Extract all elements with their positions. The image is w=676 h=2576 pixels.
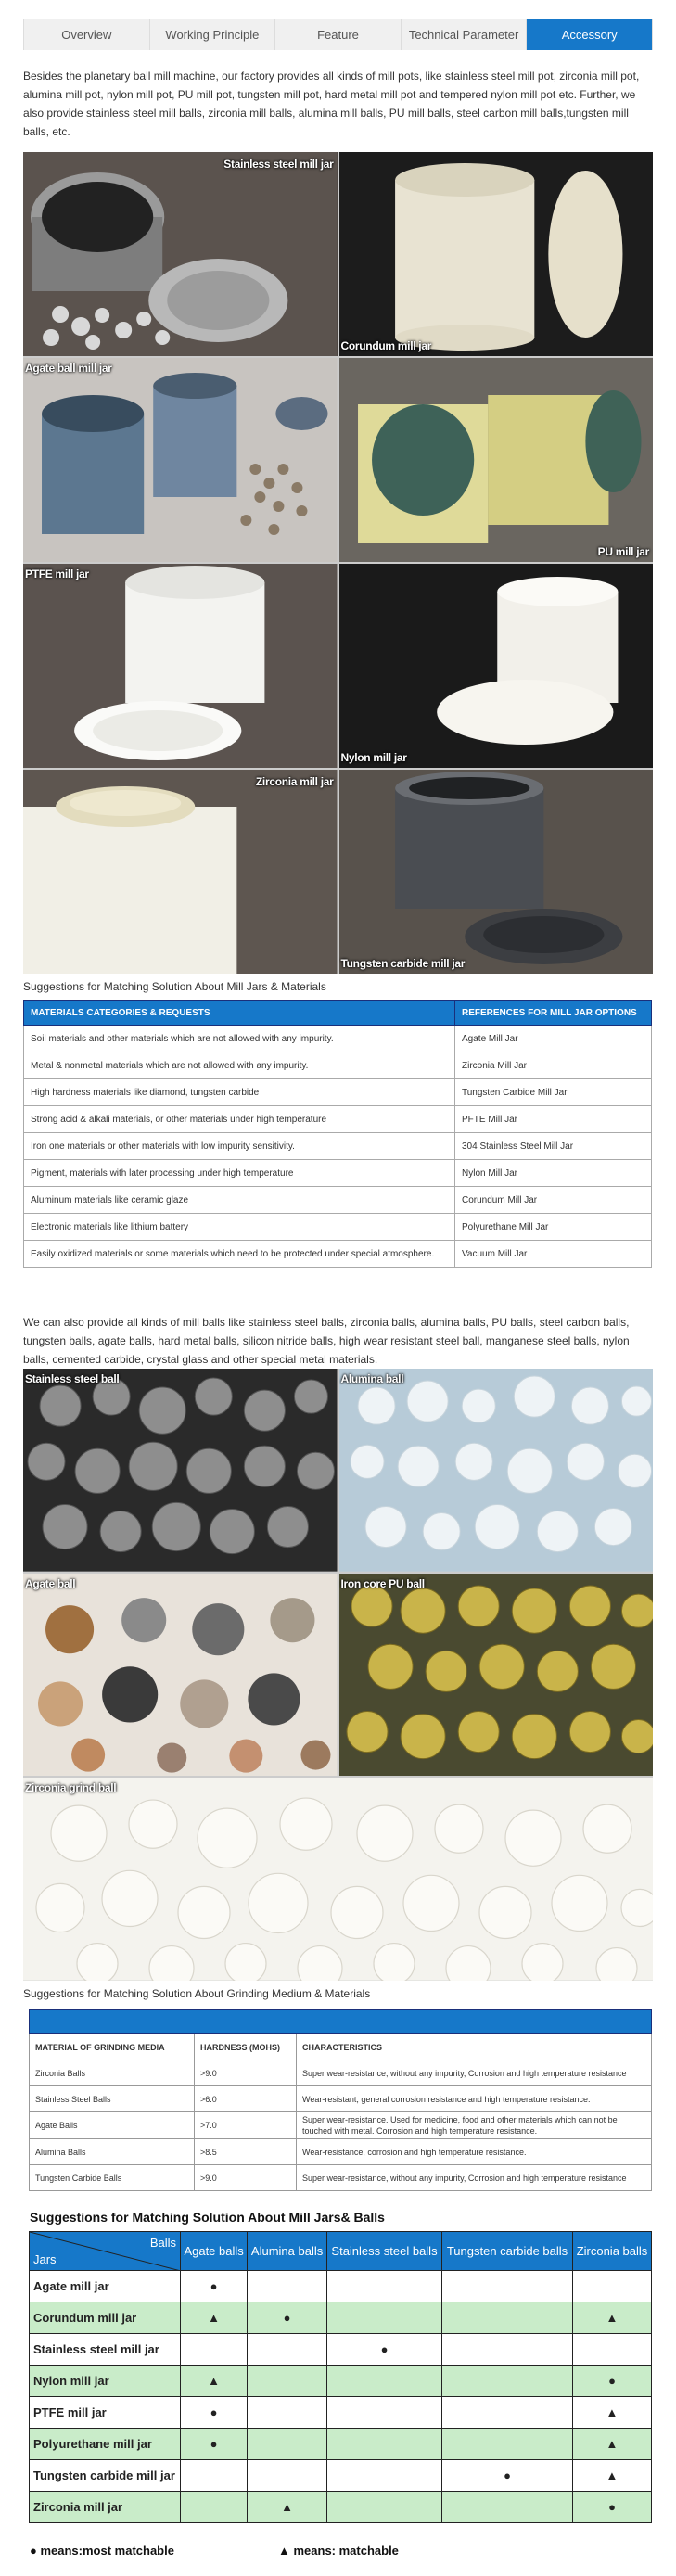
table-row bbox=[24, 1106, 652, 1133]
jar-row-header: Nylon mill jar bbox=[30, 2366, 181, 2397]
match-cell bbox=[442, 2334, 573, 2366]
tab-bar bbox=[23, 19, 653, 50]
match-cell bbox=[326, 2492, 441, 2523]
match-cell: ● bbox=[181, 2429, 248, 2460]
match-cell: ▲ bbox=[572, 2429, 651, 2460]
characteristics-cell: Super wear-resistance, without any impurity, Corrosion and high temperature resistance bbox=[297, 2165, 652, 2191]
match-cell: ▲ bbox=[181, 2302, 248, 2334]
match-cell bbox=[442, 2271, 573, 2302]
photo-pu-jar bbox=[339, 358, 654, 562]
table-header: HARDNESS (MOHS) bbox=[195, 2034, 297, 2060]
media-name-cell: Stainless Steel Balls bbox=[30, 2086, 195, 2112]
jar-ball-match-table bbox=[29, 2231, 652, 2523]
match-cell: ● bbox=[572, 2366, 651, 2397]
jar-row-header: Tungsten carbide mill jar bbox=[30, 2460, 181, 2492]
photo-agate-ball bbox=[23, 1574, 338, 1777]
media-name-cell: Alumina Balls bbox=[30, 2139, 195, 2165]
caption-agate-jar: Agate ball mill jar bbox=[25, 362, 112, 375]
table-title-bar bbox=[29, 2009, 652, 2034]
match-cell bbox=[572, 2271, 651, 2302]
table-header: REFERENCES FOR MILL JAR OPTIONS bbox=[455, 1001, 652, 1026]
match-cell bbox=[326, 2397, 441, 2429]
match-cell bbox=[326, 2460, 441, 2492]
table-row bbox=[30, 2397, 652, 2429]
photo-zirconia-jar bbox=[23, 770, 338, 974]
jar-photo-grid bbox=[23, 152, 653, 974]
column-header: Alumina balls bbox=[248, 2232, 327, 2271]
jar-row-header: PTFE mill jar bbox=[30, 2397, 181, 2429]
match-cell bbox=[248, 2271, 327, 2302]
caption-zirconia-jar: Zirconia mill jar bbox=[255, 775, 334, 788]
hardness-cell: >9.0 bbox=[195, 2060, 297, 2086]
jar-row-header: Stainless steel mill jar bbox=[30, 2334, 181, 2366]
column-header: Tungsten carbide balls bbox=[442, 2232, 573, 2271]
table-header: MATERIAL OF GRINDING MEDIA bbox=[30, 2034, 195, 2060]
jar-reference-cell: Corundum Mill Jar bbox=[455, 1187, 652, 1214]
characteristics-cell: Super wear-resistance, without any impurity, Corrosion and high temperature resistance bbox=[297, 2060, 652, 2086]
hardness-cell: >8.5 bbox=[195, 2139, 297, 2165]
grinding-media-table bbox=[29, 2009, 652, 2191]
table-row bbox=[30, 2460, 652, 2492]
table-row bbox=[30, 2366, 652, 2397]
match-cell bbox=[248, 2429, 327, 2460]
legend-matchable: ▲ means: matchable bbox=[278, 2544, 399, 2557]
match-cell: ● bbox=[442, 2460, 573, 2492]
photo-alumina-ball bbox=[339, 1369, 654, 1572]
match-cell bbox=[572, 2334, 651, 2366]
match-cell: ● bbox=[181, 2271, 248, 2302]
table-row bbox=[30, 2429, 652, 2460]
caption-ptfe-jar: PTFE mill jar bbox=[25, 567, 89, 580]
material-request-cell: Strong acid & alkali materials, or other materials under high temperature bbox=[24, 1106, 455, 1133]
caption-tungsten-carbide-jar: Tungsten carbide mill jar bbox=[340, 957, 466, 970]
match-cell: ▲ bbox=[572, 2397, 651, 2429]
jar-row-header: Agate mill jar bbox=[30, 2271, 181, 2302]
table-row bbox=[30, 2139, 652, 2165]
match-cell: ▲ bbox=[572, 2460, 651, 2492]
material-request-cell: Soil materials and other materials which are not allowed with any impurity. bbox=[24, 1026, 455, 1052]
table-row bbox=[30, 2112, 652, 2139]
ball-photo-grid bbox=[23, 1369, 653, 1981]
table-row bbox=[30, 2334, 652, 2366]
hardness-cell: >9.0 bbox=[195, 2165, 297, 2191]
caption-iron-core-pu-ball: Iron core PU ball bbox=[340, 1576, 425, 1590]
photo-tungsten-carbide-jar bbox=[339, 770, 654, 974]
table-row bbox=[30, 2271, 652, 2302]
jar-row-header: Polyurethane mill jar bbox=[30, 2429, 181, 2460]
match-cell bbox=[248, 2460, 327, 2492]
photo-iron-core-pu-ball bbox=[339, 1574, 654, 1777]
match-cell bbox=[326, 2302, 441, 2334]
jar-reference-cell: Agate Mill Jar bbox=[455, 1026, 652, 1052]
jar-reference-cell: Nylon Mill Jar bbox=[455, 1160, 652, 1187]
photo-nylon-jar bbox=[339, 564, 654, 768]
jar-reference-cell: Zirconia Mill Jar bbox=[455, 1052, 652, 1079]
table-row bbox=[24, 1052, 652, 1079]
table-row bbox=[24, 1214, 652, 1241]
column-header: Stainless steel balls bbox=[326, 2232, 441, 2271]
jar-reference-cell: Polyurethane Mill Jar bbox=[455, 1214, 652, 1241]
match-title: Suggestions for Matching Solution About Mill Jars& Balls bbox=[30, 2210, 385, 2225]
jar-reference-cell: Tungsten Carbide Mill Jar bbox=[455, 1079, 652, 1106]
material-request-cell: Pigment, materials with later processing under high temperature bbox=[24, 1160, 455, 1187]
match-cell bbox=[326, 2271, 441, 2302]
photo-stainless-steel-jar bbox=[23, 152, 338, 356]
photo-ptfe-jar bbox=[23, 564, 338, 768]
match-cell bbox=[442, 2366, 573, 2397]
match-cell bbox=[248, 2334, 327, 2366]
jar-row-header: Zirconia mill jar bbox=[30, 2492, 181, 2523]
material-request-cell: High hardness materials like diamond, tungsten carbide bbox=[24, 1079, 455, 1106]
tab-technical-parameter[interactable]: Technical Parameter bbox=[402, 19, 528, 50]
photo-stainless-steel-ball bbox=[23, 1369, 338, 1572]
material-request-cell: Iron one materials or other materials with low impurity sensitivity. bbox=[24, 1133, 455, 1160]
jar-reference-cell: 304 Stainless Steel Mill Jar bbox=[455, 1133, 652, 1160]
material-request-cell: Electronic materials like lithium battery bbox=[24, 1214, 455, 1241]
characteristics-cell: Wear-resistant, general corrosion resistance and high temperature resistance. bbox=[297, 2086, 652, 2112]
table-row bbox=[30, 2302, 652, 2334]
table-corner-header bbox=[30, 2232, 181, 2271]
material-request-cell: Aluminum materials like ceramic glaze bbox=[24, 1187, 455, 1214]
table-row bbox=[24, 1160, 652, 1187]
caption-agate-ball: Agate ball bbox=[25, 1576, 76, 1590]
match-cell bbox=[442, 2429, 573, 2460]
table-header: CHARACTERISTICS bbox=[297, 2034, 652, 2060]
hardness-cell: >7.0 bbox=[195, 2112, 297, 2139]
jar-reference-cell: Vacuum Mill Jar bbox=[455, 1241, 652, 1268]
match-cell bbox=[181, 2492, 248, 2523]
table-row bbox=[30, 2492, 652, 2523]
media-heading: Suggestions for Matching Solution About Grinding Medium & Materials bbox=[23, 1987, 371, 2000]
match-cell: ▲ bbox=[572, 2302, 651, 2334]
tab-overview[interactable]: Overview bbox=[24, 19, 150, 50]
match-cell bbox=[181, 2460, 248, 2492]
hardness-cell: >6.0 bbox=[195, 2086, 297, 2112]
jar-reference-cell: PFTE Mill Jar bbox=[455, 1106, 652, 1133]
photo-agate-jar bbox=[23, 358, 338, 562]
table-header: MATERIALS CATEGORIES & REQUESTS bbox=[24, 1001, 455, 1026]
match-cell bbox=[181, 2334, 248, 2366]
caption-pu-jar: PU mill jar bbox=[597, 545, 649, 558]
caption-stainless-steel-ball: Stainless steel ball bbox=[25, 1372, 120, 1385]
photo-corundum-jar bbox=[339, 152, 654, 356]
jar-material-table bbox=[23, 1000, 652, 1268]
table-row bbox=[30, 2165, 652, 2191]
tab-feature[interactable]: Feature bbox=[275, 19, 402, 50]
match-cell bbox=[326, 2366, 441, 2397]
table-row bbox=[24, 1026, 652, 1052]
media-name-cell: Zirconia Balls bbox=[30, 2060, 195, 2086]
material-request-cell: Easily oxidized materials or some materials which need to be protected under special atmosphere. bbox=[24, 1241, 455, 1268]
match-cell bbox=[442, 2492, 573, 2523]
photo-zirconia-ball bbox=[23, 1778, 653, 1981]
match-cell: ▲ bbox=[181, 2366, 248, 2397]
caption-alumina-ball: Alumina ball bbox=[340, 1372, 404, 1385]
characteristics-cell: Super wear-resistance. Used for medicine, food and other materials which can not be touched with metal. Corrosion and high temperature resistance. bbox=[297, 2112, 652, 2139]
table-row bbox=[30, 2086, 652, 2112]
balls-intro-paragraph: We can also provide all kinds of mill balls like stainless steel balls, zirconia balls, alumina balls, PU balls, steel carbon balls, tungsten balls, agate balls, hard metal balls, silicon nitride balls, high wear resistant steel ball, manganese steel balls, nylon balls, cemented carbide, crystal glass and other special metal materials. bbox=[23, 1316, 630, 1366]
material-request-cell: Metal & nonmetal materials which are not allowed with any impurity. bbox=[24, 1052, 455, 1079]
caption-corundum-jar: Corundum mill jar bbox=[340, 339, 432, 352]
jars-heading: Suggestions for Matching Solution About Mill Jars & Materials bbox=[23, 980, 326, 993]
characteristics-cell: Wear-resistance, corrosion and high temperature resistance. bbox=[297, 2139, 652, 2165]
match-cell: ▲ bbox=[248, 2492, 327, 2523]
jar-row-header: Corundum mill jar bbox=[30, 2302, 181, 2334]
media-name-cell: Agate Balls bbox=[30, 2112, 195, 2139]
match-cell bbox=[326, 2429, 441, 2460]
table-row bbox=[24, 1079, 652, 1106]
legend-most-matchable: ● means:most matchable bbox=[30, 2544, 174, 2557]
caption-zirconia-ball: Zirconia grind ball bbox=[25, 1781, 117, 1795]
match-cell: ● bbox=[248, 2302, 327, 2334]
caption-stainless-steel-jar: Stainless steel mill jar bbox=[223, 158, 334, 171]
table-row bbox=[24, 1241, 652, 1268]
media-name-cell: Tungsten Carbide Balls bbox=[30, 2165, 195, 2191]
table-row bbox=[30, 2060, 652, 2086]
caption-nylon-jar: Nylon mill jar bbox=[340, 751, 407, 764]
column-header: Agate balls bbox=[181, 2232, 248, 2271]
match-cell: ● bbox=[326, 2334, 441, 2366]
corner-balls-label: Balls bbox=[149, 2236, 176, 2250]
match-cell bbox=[442, 2302, 573, 2334]
column-header: Zirconia balls bbox=[572, 2232, 651, 2271]
tab-accessory[interactable]: Accessory bbox=[527, 19, 652, 50]
table-row bbox=[24, 1187, 652, 1214]
tab-working-principle[interactable]: Working Principle bbox=[150, 19, 276, 50]
match-cell: ● bbox=[181, 2397, 248, 2429]
match-cell bbox=[248, 2397, 327, 2429]
match-cell: ● bbox=[572, 2492, 651, 2523]
corner-jars-label: Jars bbox=[33, 2252, 57, 2266]
intro-paragraph: Besides the planetary ball mill machine, our factory provides all kinds of mill pots, like stainless steel mill pot, zirconia mill pot, alumina mill pot, nylon mill pot, PU mill pot, tungsten mill pot, hard metal mill pot and tempered nylon mill pot etc. Further, we also provide stainless steel mill balls, zirconia mill balls, alumina mill balls, PU mill balls, steel carbon mill balls,tungsten mill balls, etc. bbox=[23, 70, 640, 138]
match-cell bbox=[248, 2366, 327, 2397]
table-row bbox=[24, 1133, 652, 1160]
match-cell bbox=[442, 2397, 573, 2429]
